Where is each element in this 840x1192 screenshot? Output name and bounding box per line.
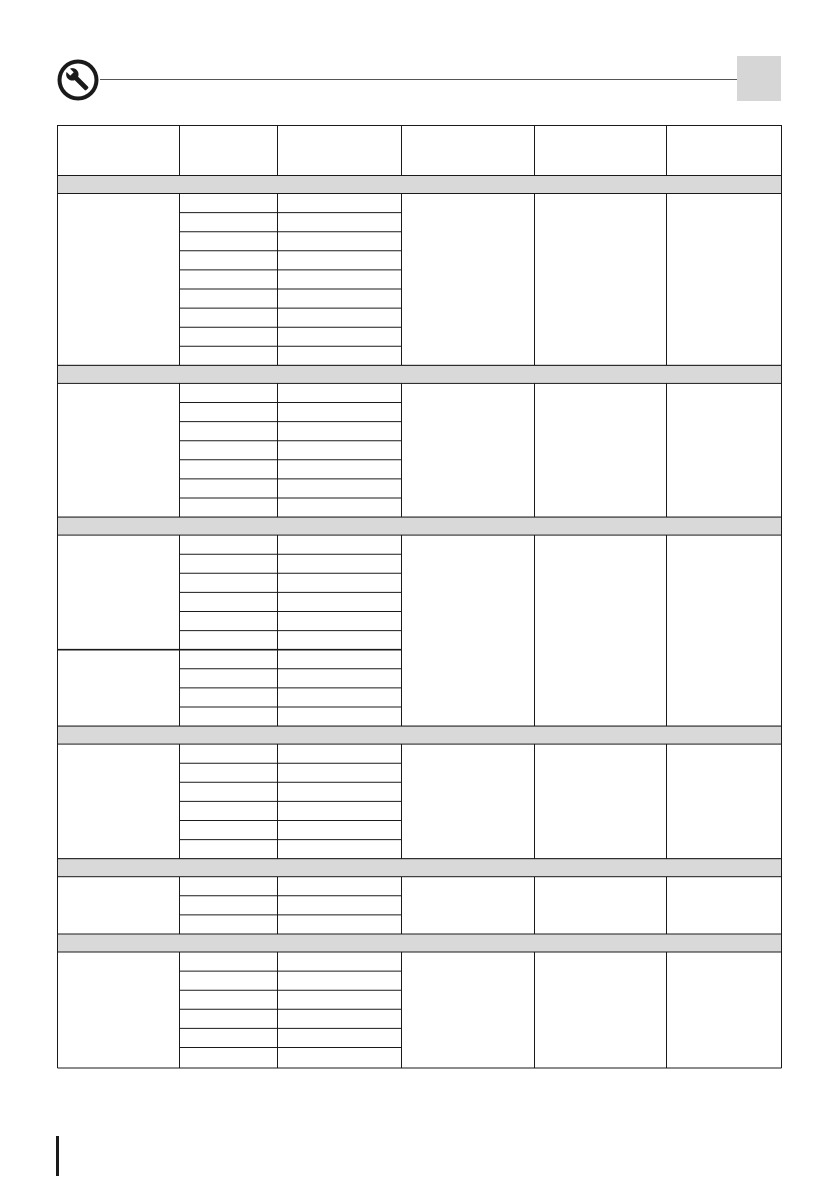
table-header-cell	[180, 126, 278, 176]
table-header-cell	[278, 126, 402, 176]
table-section-band	[58, 934, 782, 952]
table-header-cell	[402, 126, 535, 176]
table-section-band	[58, 176, 782, 194]
table-grid	[57, 125, 782, 1069]
table-section-band	[58, 365, 782, 383]
wrench-icon	[56, 58, 100, 102]
table-header-cell	[667, 126, 782, 176]
table-section-band	[58, 517, 782, 535]
page-header	[0, 0, 840, 110]
table-section-band	[58, 726, 782, 744]
page-number-box	[737, 56, 781, 101]
table-header-cell	[535, 126, 667, 176]
table-header-cell	[58, 126, 180, 176]
footer-margin-bar	[56, 1136, 59, 1176]
spec-table	[57, 125, 782, 1069]
table-section-band	[58, 859, 782, 877]
header-rule	[100, 79, 737, 80]
